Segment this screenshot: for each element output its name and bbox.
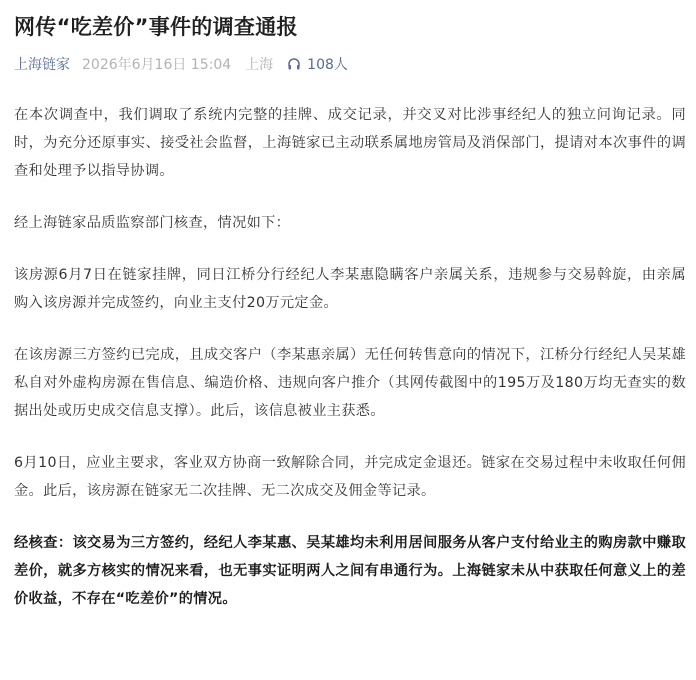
paragraph-contract-cancellation: 6月10日，应业主要求，客业双方协商一致解除合同，并完成定金退还。链家在交易过程中未收取任何佣金。此后，该房源在链家无二次挂牌、无二次成交及佣金等记录。 [14,455,686,499]
author-link[interactable]: 上海链家 [14,57,70,73]
article [14,0,686,637]
headphones-icon [287,57,301,71]
article-body [14,101,686,613]
article-title: 网传“吃差价”事件的调查通报 [14,15,298,39]
listen-button[interactable] [287,54,348,74]
paragraph-listing-history: 该房源6月7日在链家挂牌，同日江桥分行经纪人李某惠隐瞒客户亲属关系，违规参与交易斡旋，由亲属购入该房源并完成签约，向业主支付20万元定金。 [14,267,686,311]
paragraph-conclusion: 经核查：该交易为三方签约，经纪人李某惠、吴某雄均未利用居间服务从客户支付给业主的购房款中赚取差价，就多方核实的情况来看，也无事实证明两人之间有串通行为。上海链家未从中获取任何意义上的差价收益，不存在“吃差价”的情况。 [14,535,686,607]
article-meta [14,53,686,75]
ip-location: 上海 [245,57,274,73]
paragraph-findings-intro: 经上海链家品质监察部门核查，情况如下： [14,215,291,231]
paragraph-false-listing: 在该房源三方签约已完成，且成交客户（李某惠亲属）无任何转售意向的情况下，江桥分行经纪人吴某雄私自对外虚构房源在售信息、编造价格、违规向客户推介（其网传截图中的195万及180万均无查实的数据出处或历史成交信息支撑）。此后，该信息被业主获悉。 [14,347,686,419]
publish-date: 2026年6月16日 15:04 [82,57,232,73]
paragraph-investigation-scope: 在本次调查中，我们调取了系统内完整的挂牌、成交记录，并交叉对比涉事经纪人的独立问询记录。同时，为充分还原事实、接受社会监督，上海链家已主动联系属地房管局及消保部门，提请对本次事件的调查和处理予以指导协调。 [14,107,686,179]
listen-count: 108人 [307,57,348,73]
